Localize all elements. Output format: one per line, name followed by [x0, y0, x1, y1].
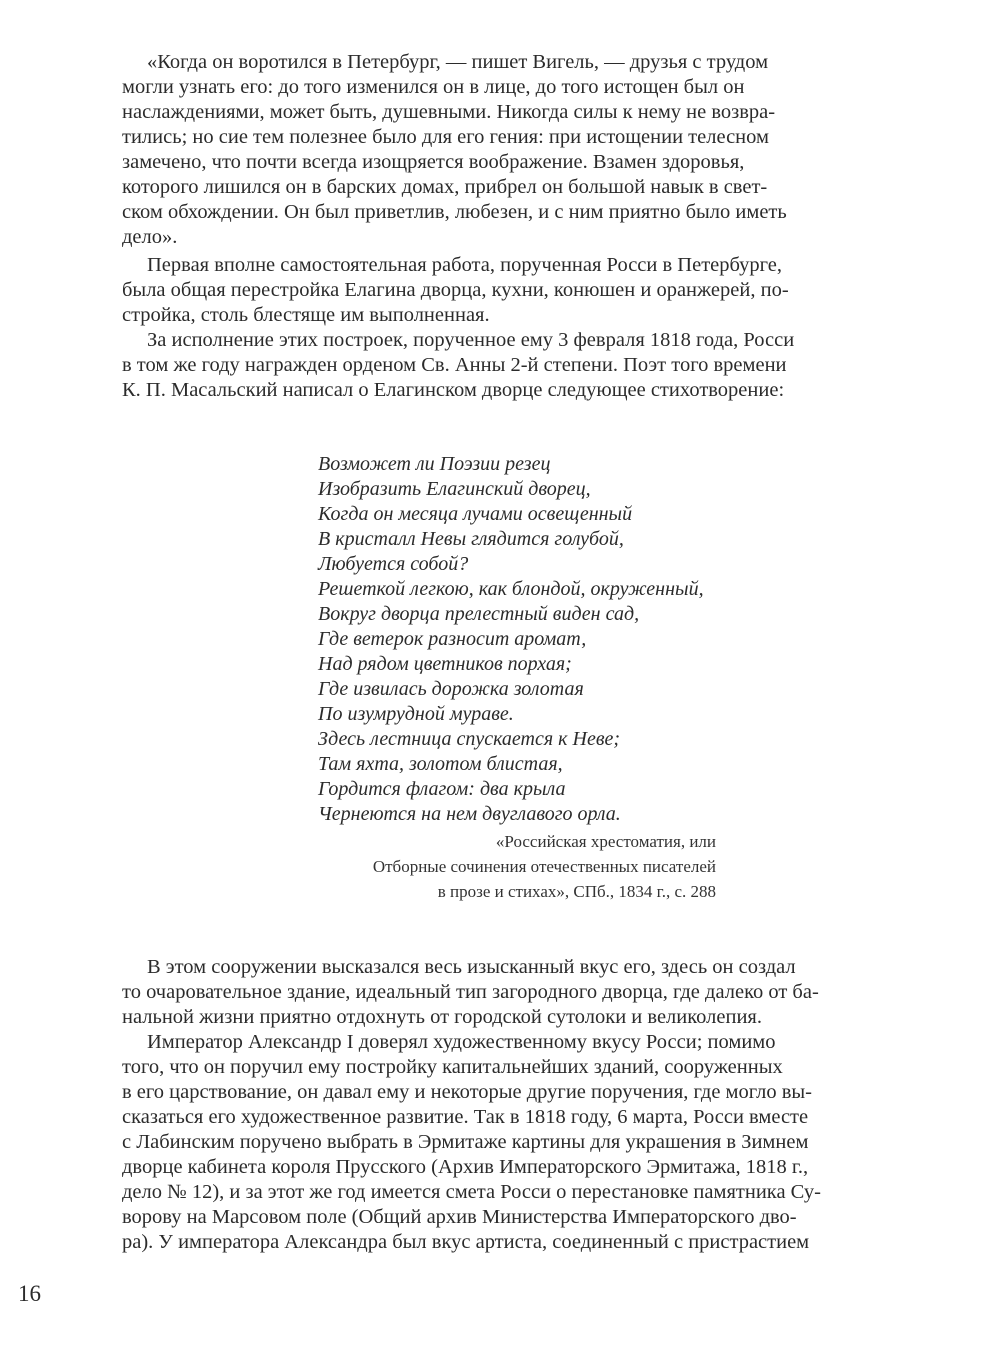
poem-line: Здесь лестница спускается к Неве;: [318, 728, 621, 750]
text-line: дворце кабинета короля Прусского (Архив Императорского Эрмитажа, 1818 г.,: [122, 1156, 809, 1178]
poem-line: Решеткой легкою, как блондой, окруженный,: [318, 578, 704, 600]
text-line: то очаровательное здание, идеальный тип загородного дворца, где далеко от ба-: [122, 981, 819, 1003]
text-line: Император Александр I доверял художественному вкусу Росси; помимо: [147, 1031, 776, 1053]
poem-line: Над рядом цветников порхая;: [318, 653, 572, 675]
text-line: ском обхождении. Он был приветлив, любезен, и с ним приятно было иметь: [122, 201, 787, 223]
poem-line: По изумрудной мураве.: [318, 703, 514, 725]
text-line: дело».: [122, 226, 178, 248]
poem-line: Вокруг дворца прелестный виден сад,: [318, 603, 640, 625]
text-line: того, что он поручил ему постройку капитальнейших зданий, сооруженных: [122, 1056, 783, 1078]
text-line: в том же году награжден орденом Св. Анны 2-й степени. Поэт того времени: [122, 354, 787, 376]
text-line: нальной жизни приятно отдохнуть от городской сутолоки и великолепия.: [122, 1006, 762, 1028]
poem-line: Там яхта, золотом блистая,: [318, 753, 563, 775]
page-number: 16: [18, 1281, 41, 1306]
citation-line: «Российская хрестоматия, или: [495, 832, 716, 851]
poem-line: Чернеются на нем двуглавого орла.: [318, 803, 621, 825]
text-line: В этом сооружении высказался весь изысканный вкус его, здесь он создал: [147, 956, 796, 978]
text-line: К. П. Масальский написал о Елагинском дворце следующее стихотворение:: [122, 379, 785, 401]
text-line: тились; но сие тем полезнее было для его гения: при истощении телесном: [122, 126, 769, 148]
poem-line: В кристалл Невы глядится голубой,: [318, 528, 624, 550]
poem-line: Где ветерок разносит аромат,: [318, 628, 587, 650]
text-line: Первая вполне самостоятельная работа, порученная Росси в Петербурге,: [147, 254, 783, 276]
text-line: сказаться его художественное развитие. Так в 1818 году, 6 марта, Росси вместе: [122, 1106, 809, 1128]
text-line: в его царствование, он давал ему и некоторые другие поручения, где могло вы-: [122, 1081, 813, 1103]
poem-line: Когда он месяца лучами освещенный: [318, 503, 633, 525]
text-line: с Лабинским поручено выбрать в Эрмитаже картины для украшения в Зимнем: [122, 1131, 809, 1153]
text-line: За исполнение этих построек, порученное ему 3 февраля 1818 года, Росси: [147, 329, 795, 351]
text-line: была общая перестройка Елагина дворца, кухни, конюшен и оранжерей, по-: [122, 279, 789, 301]
poem-line: Гордится флагом: два крыла: [318, 778, 566, 800]
poem-line: Возможет ли Поэзии резец: [318, 453, 551, 475]
text-line: «Когда он воротился в Петербург, — пишет Вигель, — друзья с трудом: [147, 51, 769, 73]
text-line: замечено, что почти всегда изощряется воображение. Взамен здоровья,: [122, 151, 745, 173]
text-line: стройка, столь блестяще им выполненная.: [122, 304, 490, 326]
text-line: которого лишился он в барских домах, прибрел он большой навык в свет-: [122, 176, 768, 198]
text-line: ра). У императора Александра был вкус артиста, соединенный с пристрастием: [122, 1231, 810, 1253]
poem-line: Любуется собой?: [318, 553, 469, 575]
text-line: дело № 12), и за этот же год имеется смета Росси о перестановке памятника Су-: [122, 1181, 821, 1203]
text-line: могли узнать его: до того изменился он в лице, до того истощен был он: [122, 76, 745, 98]
citation-line: Отборные сочинения отечественных писателей: [372, 857, 716, 876]
poem-line: Где извилась дорожка золотая: [318, 678, 584, 700]
text-line: ворову на Марсовом поле (Общий архив Министерства Императорского дво-: [122, 1206, 797, 1228]
citation-line: в прозе и стихах», СПб., 1834 г., с. 288: [437, 882, 716, 901]
poem-line: Изобразить Елагинский дворец,: [318, 478, 591, 500]
text-line: наслаждениями, может быть, душевными. Никогда силы к нему не возвра-: [122, 101, 776, 123]
